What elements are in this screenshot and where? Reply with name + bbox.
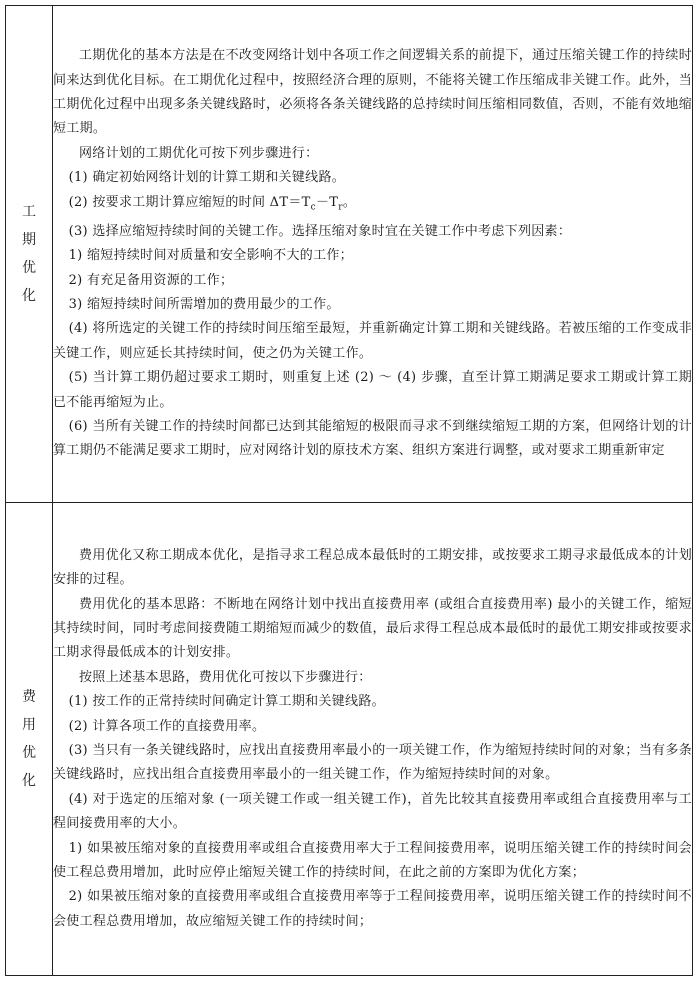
formula-subscript: c	[310, 202, 316, 213]
paragraph: (2) 计算各项工作的直接费用率。	[68, 718, 266, 734]
formula-text: －T	[315, 194, 339, 210]
paragraph: 3) 缩短持续时间所需增加的费用最少的工作。	[68, 296, 340, 312]
label-char: 优	[22, 260, 36, 276]
table-row-schedule-optimization	[6, 6, 693, 503]
paragraph: 1) 如果被压缩对象的直接费用率或组合直接费用率大于工程间接费用率，说明压缩关键工作的持续时间会使工程总费用增加，此时应停止缩短关键工作的持续时间，在此之前的方案即为优化方案；	[53, 840, 692, 881]
paragraph: 费用优化又称工期成本优化，是指寻求工程总成本最低时的工期安排，或按要求工期寻求最低成本的计划安排的过程。	[53, 547, 692, 588]
label-char: 费	[22, 689, 36, 705]
label-char: 期	[22, 232, 36, 248]
paragraph: (4) 将所选定的关键工作的持续时间压缩至最短，并重新确定计算工期和关键线路。若被压缩的工作变成非关键工作，则应延长其持续时间，使之仍为关键工作。	[53, 321, 692, 361]
paragraph: 按照上述基本思路，费用优化可按以下步骤进行：	[79, 669, 372, 685]
paragraph: (1) 确定初始网络计划的计算工期和关键线路。	[68, 170, 346, 186]
paragraph: 1) 缩短持续时间对质量和安全影响不大的工作；	[68, 248, 353, 264]
paragraph-formula	[53, 191, 692, 220]
label-char: 化	[22, 288, 36, 304]
label-char: 工	[22, 204, 36, 220]
formula-subscript: r	[338, 202, 343, 213]
row-label-schedule-optimization	[6, 6, 53, 503]
optimization-table	[5, 5, 693, 976]
label-char: 用	[22, 717, 36, 733]
paragraph: 工期优化的基本方法是在不改变网络计划中各项工作之间逻辑关系的前提下，通过压缩关键工作的持续时间来达到优化目标。在工期优化过程中，按照经济合理的原则，不能将关键工作压缩成非关键工作。此外，当工期优化过程中出现多条关键线路时，必须将各条关键线路的总持续时间压缩相同数值，否则，不能有效地缩短工期。	[53, 48, 692, 137]
paragraph: 费用优化的基本思路：不断地在网络计划中找出直接费用率 (或组合直接费用率) 最小的关键工作，缩短其持续时间，同时考虑间接费随工期缩短而减少的数值，最后求得工程总成本最低时的最优工期安排或按要求工期求得最低成本的计划安排。	[53, 596, 692, 661]
table-row-cost-optimization	[6, 503, 693, 976]
paragraph: (1) 按工作的正常持续时间确定计算工期和关键线路。	[68, 694, 385, 710]
paragraph: 2) 有充足备用资源的工作；	[68, 272, 234, 288]
paragraph: (4) 对于选定的压缩对象 (一项关键工作或一组关键工作)，首先比较其直接费用率或组合直接费用率与工程间接费用率的大小。	[53, 791, 692, 832]
row-label-cost-optimization	[6, 503, 53, 976]
label-char: 化	[22, 773, 36, 789]
formula-text: 。	[342, 194, 357, 210]
paragraph: (3) 选择应缩短持续时间的关键工作。选择压缩对象时宜在关键工作中考虑下列因素：	[68, 223, 572, 239]
paragraph: (6) 当所有关键工作的持续时间都已达到其能缩短的极限而寻求不到继续缩短工期的方案，但网络计划的计算工期仍不能满足要求工期时，应对网络计划的原技术方案、组织方案进行调整，或对要求工期重新审定	[53, 418, 692, 459]
paragraph: (3) 当只有一条关键线路时，应找出直接费用率最小的一项关键工作，作为缩短持续时间的对象；当有多条关键线路时，应找出组合直接费用率最小的一组关键工作，作为缩短持续时间的对象。	[53, 743, 692, 783]
formula-text: (2) 按要求工期计算应缩短的时间 ΔT＝T	[68, 194, 311, 210]
paragraph: (5) 当计算工期仍超过要求工期时，则重复上述 (2) ～ (4) 步骤，直至计算工期满足要求工期或计算工期已不能再缩短为止。	[53, 370, 692, 410]
label-char: 优	[22, 745, 36, 761]
paragraph: 网络计划的工期优化可按下列步骤进行：	[79, 145, 319, 161]
paragraph: 2) 如果被压缩对象的直接费用率或组合直接费用率等于工程间接费用率，说明压缩关键工作的持续时间不会使工程总费用增加，故应缩短关键工作的持续时间；	[53, 889, 692, 929]
row-content-cost-optimization	[53, 503, 693, 976]
row-content-schedule-optimization	[53, 6, 693, 503]
